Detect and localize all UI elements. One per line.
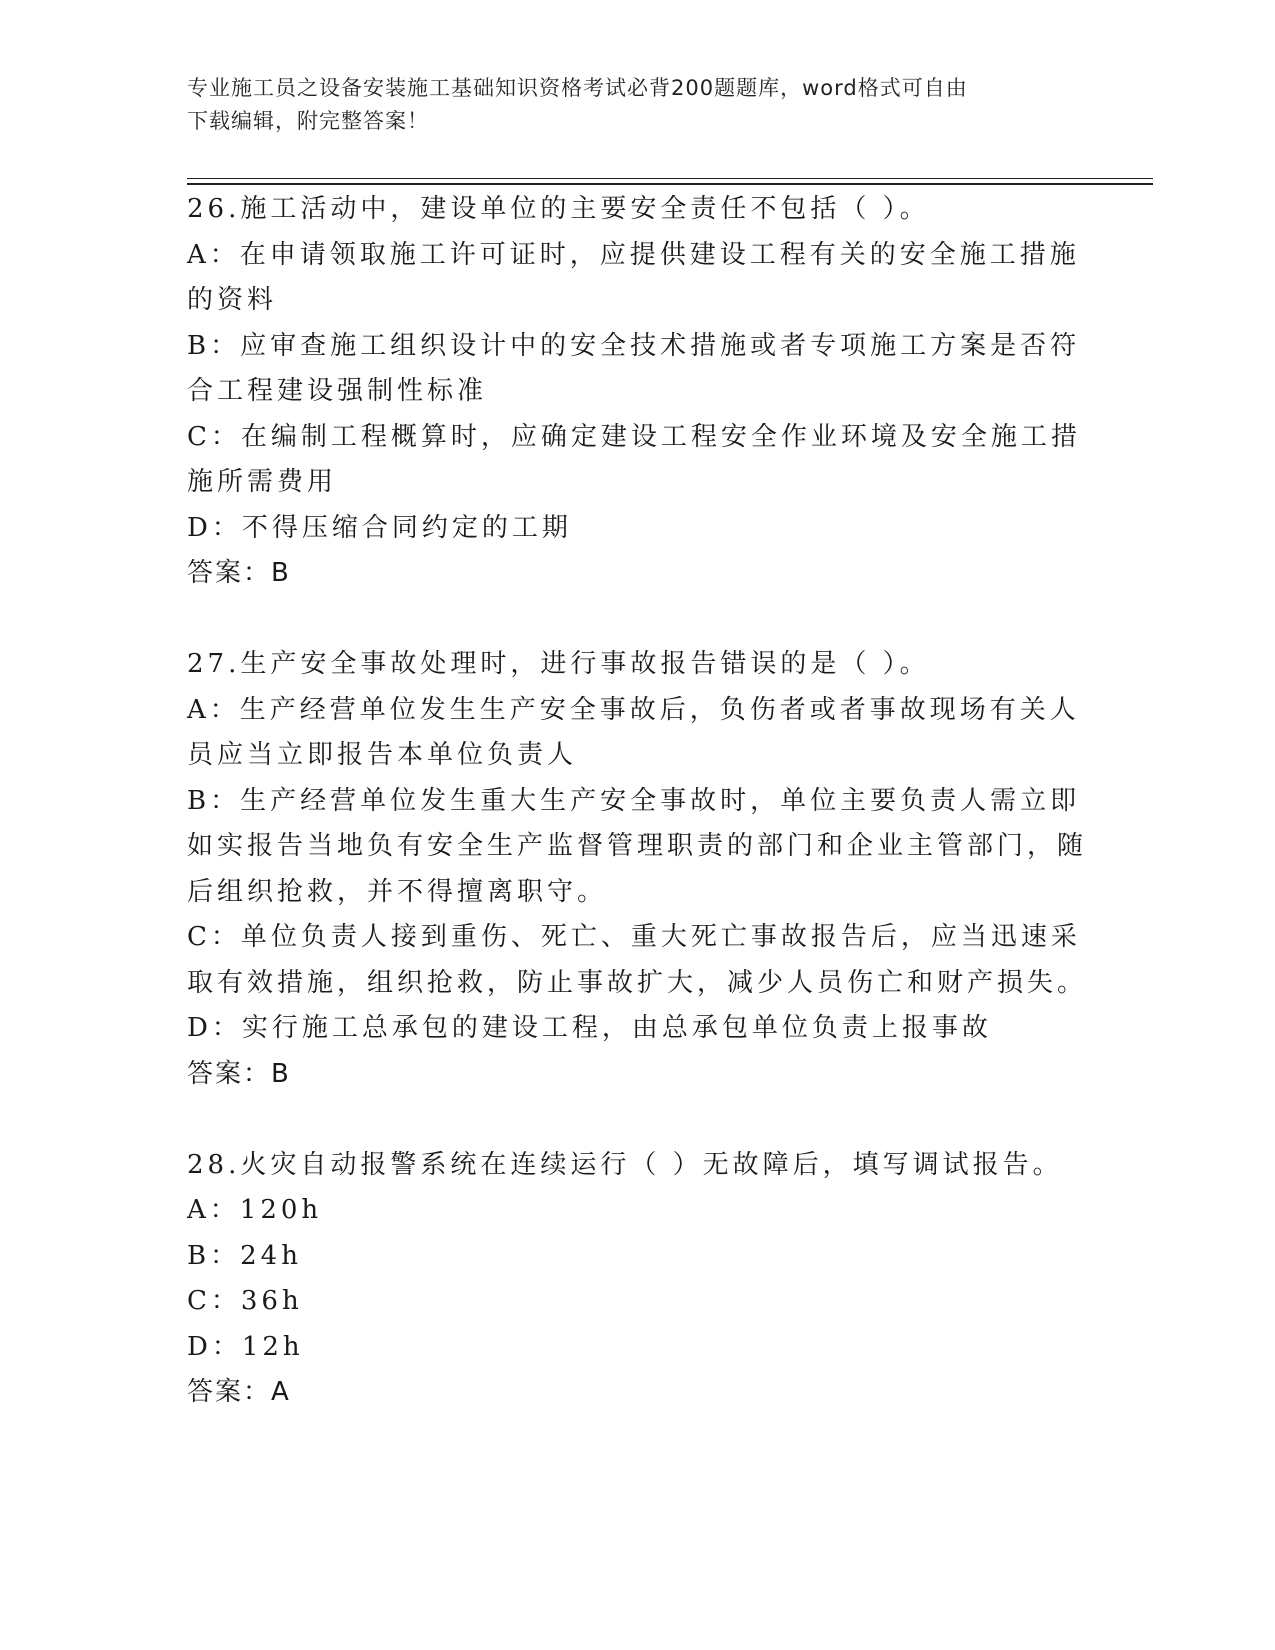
option-d: D：不得压缩合同约定的工期 (187, 512, 572, 543)
answer: 答案：B (187, 1058, 291, 1089)
answer: 答案：B (187, 558, 291, 588)
option-c: C：在编制工程概算时，应确定建设工程安全作业环境及安全施工措施所需费用 (187, 421, 1081, 497)
option-a: A：在申请领取施工许可证时，应提供建设工程有关的安全施工措施的资料 (187, 239, 1080, 315)
answer: 答案：A (187, 1377, 291, 1407)
header-line-2: 下载编辑，附完整答案！ (187, 109, 429, 133)
option-c: C：单位负责人接到重伤、死亡、重大死亡事故报告后，应当迅速采取有效措施，组织抢救，防止事故扩大，减少人员伤亡和财产损失。 (187, 922, 1088, 998)
question-27 (187, 642, 1087, 1097)
option-a: A：120h (187, 1195, 323, 1225)
header-divider-thick (187, 183, 1153, 185)
header-divider-thin (187, 178, 1153, 179)
option-b: B：24h (187, 1240, 302, 1271)
header-line-1: 专业施工员之设备安装施工基础知识资格考试必背200题题库，word格式可自由 (187, 76, 968, 100)
question-title: 28.火灾自动报警系统在连续运行（ ）无故障后，填写调试报告。 (187, 1149, 1063, 1180)
question-28 (187, 1143, 1087, 1416)
option-d: D：12h (187, 1331, 304, 1362)
option-b: B：应审查施工组织设计中的安全技术措施或者专项施工方案是否符合工程建设强制性标准 (187, 330, 1081, 406)
question-title: 27.生产安全事故处理时，进行事故报告错误的是（ ）。 (187, 649, 930, 679)
option-d: D：实行施工总承包的建设工程，由总承包单位负责上报事故 (187, 1013, 992, 1043)
option-b: B：生产经营单位发生重大生产安全事故时，单位主要负责人需立即如实报告当地负有安全生产监督管理职责的部门和企业主管部门，随后组织抢救，并不得擅离职守。 (187, 785, 1088, 907)
question-title: 26.施工活动中，建设单位的主要安全责任不包括（ ）。 (187, 194, 930, 224)
question-26 (187, 187, 1087, 597)
option-a: A：生产经营单位发生生产安全事故后，负伤者或者事故现场有关人员应当立即报告本单位负责人 (187, 694, 1080, 770)
question-list (187, 187, 1087, 1416)
document-header (187, 72, 1067, 138)
option-c: C：36h (187, 1286, 303, 1316)
